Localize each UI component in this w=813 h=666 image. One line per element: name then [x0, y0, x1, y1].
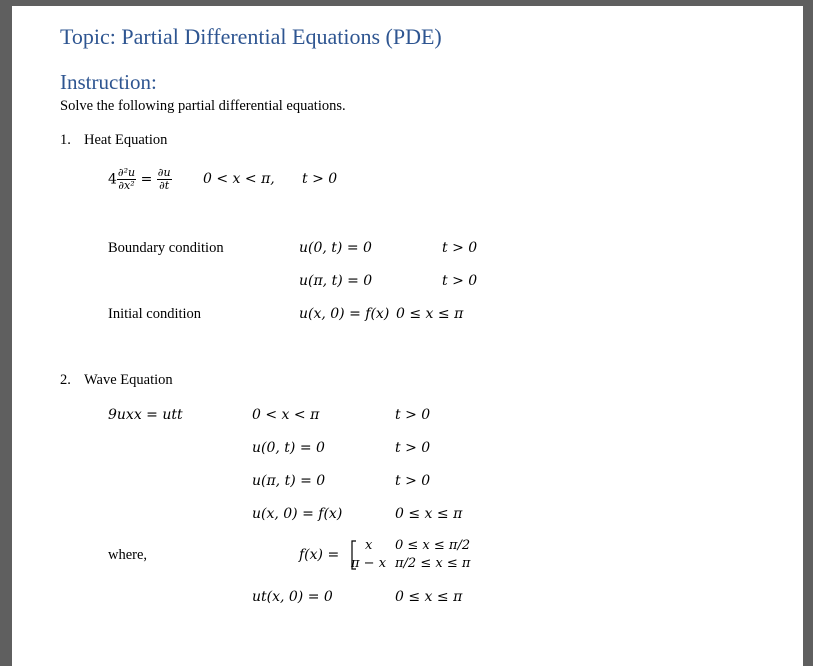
instruction-heading: Instruction:	[60, 70, 157, 94]
heat-ic-cond: 0 ≤ x ≤ π	[396, 306, 464, 322]
piecewise-expr-2: π − x	[351, 556, 387, 571]
problem2-title: Wave Equation	[84, 372, 173, 388]
wave-domain-t: t > 0	[395, 407, 431, 423]
wave-bc2: u(π, t) = 0	[252, 473, 326, 489]
heat-rhs-numerator: ∂u	[157, 166, 171, 179]
heat-coefficient: 4	[108, 171, 117, 188]
wave-ic2-cond: 0 ≤ x ≤ π	[395, 589, 463, 605]
document-page	[12, 6, 803, 666]
heat-equals: =	[140, 171, 153, 188]
topic-title: Topic: Partial Differential Equations (PDE)	[60, 24, 442, 49]
problem1-number: 1.	[60, 132, 71, 148]
problem1-title: Heat Equation	[84, 132, 168, 148]
wave-ic1: u(x, 0) = f(x)	[252, 506, 343, 522]
heat-domain-t: t > 0	[302, 171, 338, 187]
initial-condition-label: Initial condition	[108, 306, 202, 322]
boundary-condition-label: Boundary condition	[108, 240, 224, 256]
heat-lhs-numerator: ∂²u	[117, 166, 136, 179]
piecewise-cond-2: π/2 ≤ x ≤ π	[395, 556, 471, 571]
heat-equation	[108, 167, 172, 192]
problem2-number: 2.	[60, 372, 71, 388]
heat-bc2-cond: t > 0	[442, 273, 478, 289]
heat-bc2: u(π, t) = 0	[299, 273, 373, 289]
where-label: where,	[108, 547, 148, 563]
instruction-text: Solve the following partial differential equations.	[60, 98, 346, 114]
wave-bc2-cond: t > 0	[395, 473, 431, 489]
heat-domain-x: 0 < x < π,	[203, 171, 275, 187]
heat-rhs-denominator: ∂t	[159, 179, 170, 192]
heat-lhs-fraction	[117, 167, 136, 192]
heat-ic: u(x, 0) = f(x)	[299, 306, 390, 322]
heat-bc1-cond: t > 0	[442, 240, 478, 256]
wave-domain-x: 0 < x < π	[252, 407, 320, 423]
wave-ic2: ut(x, 0) = 0	[252, 589, 333, 605]
heat-bc1: u(0, t) = 0	[299, 240, 372, 256]
wave-bc1: u(0, t) = 0	[252, 440, 325, 456]
piecewise-lhs: f(x) =	[299, 547, 340, 563]
piecewise-cond-1: 0 ≤ x ≤ π/2	[395, 538, 471, 553]
piecewise-expr-1: x	[365, 538, 373, 553]
wave-ic1-cond: 0 ≤ x ≤ π	[395, 506, 463, 522]
heat-rhs-fraction	[157, 167, 172, 192]
heat-lhs-denominator: ∂x²	[118, 179, 135, 192]
wave-equation: 9uxx = utt	[108, 407, 183, 423]
wave-bc1-cond: t > 0	[395, 440, 431, 456]
